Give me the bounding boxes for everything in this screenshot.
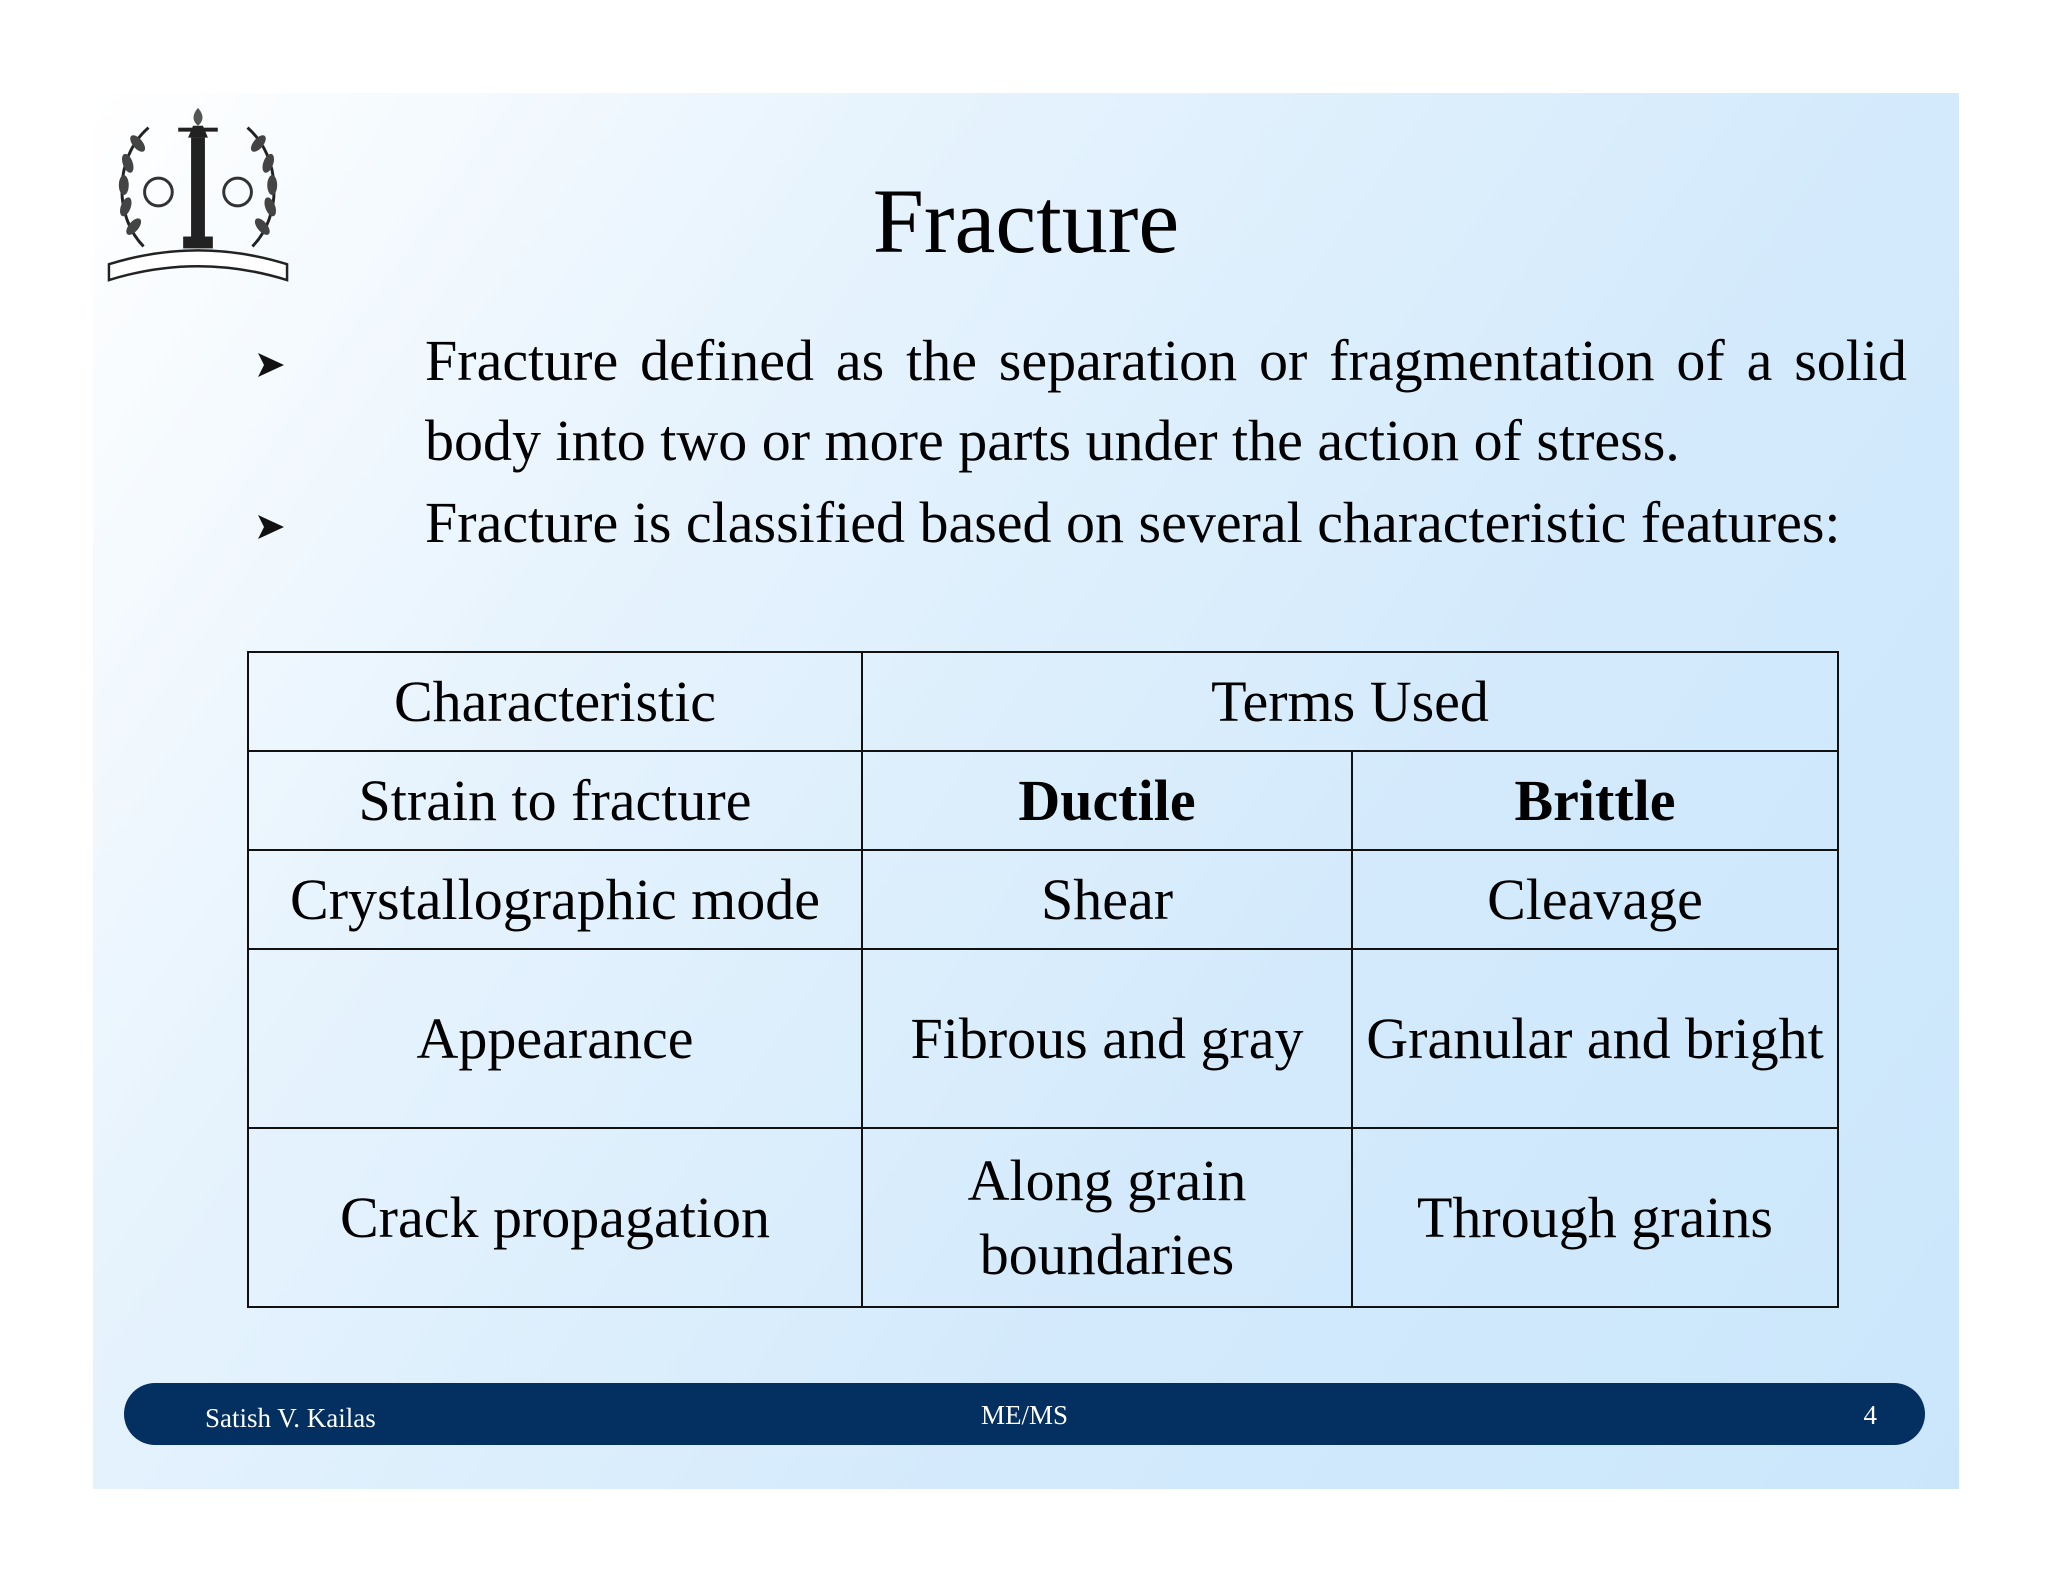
table-header-row	[248, 652, 1838, 751]
slide	[93, 93, 1959, 1489]
table-cell: Strain to fracture	[248, 751, 862, 850]
arrow-bullet-icon	[240, 321, 290, 401]
bullet-text: Fracture is classified based on several characteristic features:	[425, 490, 1841, 555]
table-cell: Through grains	[1352, 1128, 1838, 1307]
table-row	[248, 850, 1838, 949]
table-row	[248, 1128, 1838, 1307]
footer-bar	[124, 1383, 1925, 1445]
table-cell: Granular and bright	[1352, 949, 1838, 1128]
table-cell: Shear	[862, 850, 1352, 949]
page-number: 4	[1863, 1400, 1877, 1430]
fracture-table	[247, 651, 1839, 1308]
table-cell: Crystallographic mode	[248, 850, 862, 949]
slide-title: Fracture	[872, 170, 1180, 272]
table-cell: Fibrous and gray	[862, 949, 1352, 1128]
table-cell: Cleavage	[1352, 850, 1838, 949]
table-header-cell: Characteristic	[248, 652, 862, 751]
table-cell: Brittle	[1352, 751, 1838, 850]
bullet-text: Fracture defined as the separation or fragmentation of a solid body into two or more parts under the action of stress.	[425, 328, 1907, 473]
bullet-item	[240, 483, 1907, 563]
footer-author: Satish V. Kailas	[205, 1403, 376, 1433]
bullet-item	[240, 321, 1907, 481]
table-row	[248, 751, 1838, 850]
table-cell: Along grain boundaries	[862, 1128, 1352, 1307]
table-row	[248, 949, 1838, 1128]
arrow-bullet-icon	[240, 483, 290, 563]
footer-course: ME/MS	[980, 1400, 1069, 1430]
table-header-cell: Terms Used	[862, 652, 1838, 751]
table-cell: Ductile	[862, 751, 1352, 850]
table-cell: Appearance	[248, 949, 862, 1128]
table-cell: Crack propagation	[248, 1128, 862, 1307]
